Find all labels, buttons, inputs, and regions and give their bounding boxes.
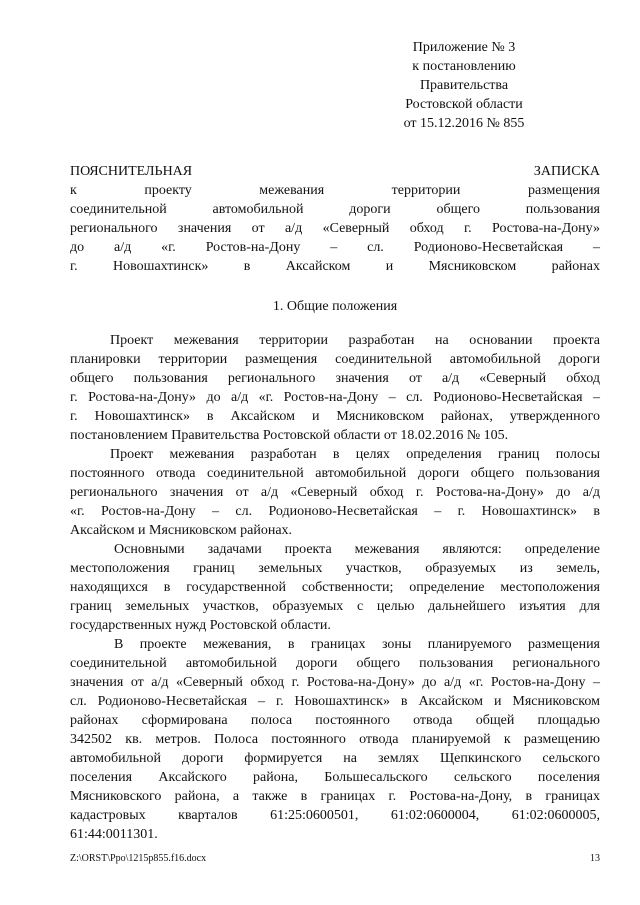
- title-line: к проекту межевания территории размещения: [70, 183, 600, 198]
- paragraph-line: регионального значения от а/д «Северный обход г. Ростова-на-Дону» до а/д: [70, 485, 600, 500]
- appendix-line: Приложение № 3: [412, 40, 516, 55]
- paragraph-line: границ земельных участков, образуемых с целью дальнейшего изъятия для: [70, 599, 600, 614]
- title-line: ПОЯСНИТЕЛЬНАЯ ЗАПИСКА: [70, 164, 600, 179]
- title-line: соединительной автомобильной дороги общего пользования: [70, 202, 600, 217]
- paragraph-line: 342502 кв. метров. Полоса постоянного отвода планируемой к размещению: [70, 732, 600, 747]
- paragraph-line: местоположения границ земельных участков, образуемых из земель,: [70, 561, 600, 576]
- paragraph-line: Проект межевания территории разработан на основании проекта: [110, 333, 600, 348]
- paragraph-line: Проект межевания разработан в целях определения границ полосы: [110, 447, 600, 462]
- paragraph-line: Основными задачами проекта межевания являются: определение: [114, 542, 600, 557]
- footer-file-path: Z:\ORST\Ppo\1215p855.f16.docx: [70, 853, 207, 864]
- appendix-line: Правительства: [419, 78, 509, 93]
- appendix-line: Ростовской области: [405, 97, 523, 112]
- paragraph-line: Мясниковского района, а также в границах г. Ростова-на-Дону, в границах: [70, 789, 600, 804]
- paragraph-line: поселения Аксайского района, Большесальского сельского поселения: [70, 770, 600, 785]
- section-heading: 1. Общие положения: [272, 299, 398, 314]
- paragraph-line: общего пользования регионального значения от а/д «Северный обход: [70, 371, 600, 386]
- title-line: регионального значения от а/д «Северный обход г. Ростова-на-Дону»: [70, 221, 600, 236]
- paragraph-line: районах сформирована полоса постоянного отвода общей площадью: [70, 713, 600, 728]
- appendix-line: от 15.12.2016 № 855: [403, 116, 525, 131]
- paragraph: [70, 540, 600, 635]
- paragraph-line: 61:44:0011301.: [70, 827, 158, 842]
- paragraph-line: Аксайском и Мясниковском районах.: [70, 523, 293, 538]
- title-line: г. Новошахтинск» в Аксайском и Мясниковском районах: [70, 259, 600, 274]
- paragraph-line: постоянного отвода соединительной автомобильной дороги общего пользования: [70, 466, 600, 481]
- paragraph-line: В проекте межевания, в границах зоны планируемого размещения: [114, 637, 600, 652]
- page-number: 13: [590, 853, 600, 864]
- paragraph-line: г. Новошахтинск» в Аксайском и Мясниковском районах, утвержденного: [70, 409, 600, 424]
- appendix-block: [364, 38, 564, 133]
- document-title: [70, 162, 600, 276]
- paragraph-line: кадастровых кварталов 61:25:0600501, 61:02:0600004, 61:02:0600005,: [70, 808, 600, 823]
- paragraph-line: сл. Родионово-Несветайская – г. Новошахтинск» в Аксайском и Мясниковском: [70, 694, 600, 709]
- paragraph-line: соединительной автомобильной дороги общего пользования регионального: [70, 656, 600, 671]
- paragraph-line: государственных нужд Ростовской области.: [70, 618, 331, 633]
- paragraph-line: находящихся в государственной собственности; определение местоположения: [70, 580, 600, 595]
- title-line: до а/д «г. Ростов-на-Дону – сл. Родионово-Несветайская –: [70, 240, 600, 255]
- paragraph: [70, 635, 600, 844]
- appendix-line: к постановлению: [412, 59, 516, 74]
- document-body: [70, 331, 600, 844]
- paragraph-line: автомобильной дороги формируется на землях Щепкинского сельского: [70, 751, 600, 766]
- paragraph-line: постановлением Правительства Ростовской области от 18.02.2016 № 105.: [70, 428, 509, 443]
- paragraph-line: г. Ростова-на-Дону» до а/д «г. Ростов-на-Дону – сл. Родионово-Несветайская –: [70, 390, 600, 405]
- paragraph: [70, 445, 600, 540]
- paragraph-line: «г. Ростов-на-Дону – сл. Родионово-Несветайская – г. Новошахтинск» в: [70, 504, 600, 519]
- paragraph: [70, 331, 600, 445]
- paragraph-line: значения от а/д «Северный обход г. Ростова-на-Дону» до а/д «г. Ростов-на-Дону –: [70, 675, 600, 690]
- paragraph-line: планировки территории размещения соединительной автомобильной дороги: [70, 352, 600, 367]
